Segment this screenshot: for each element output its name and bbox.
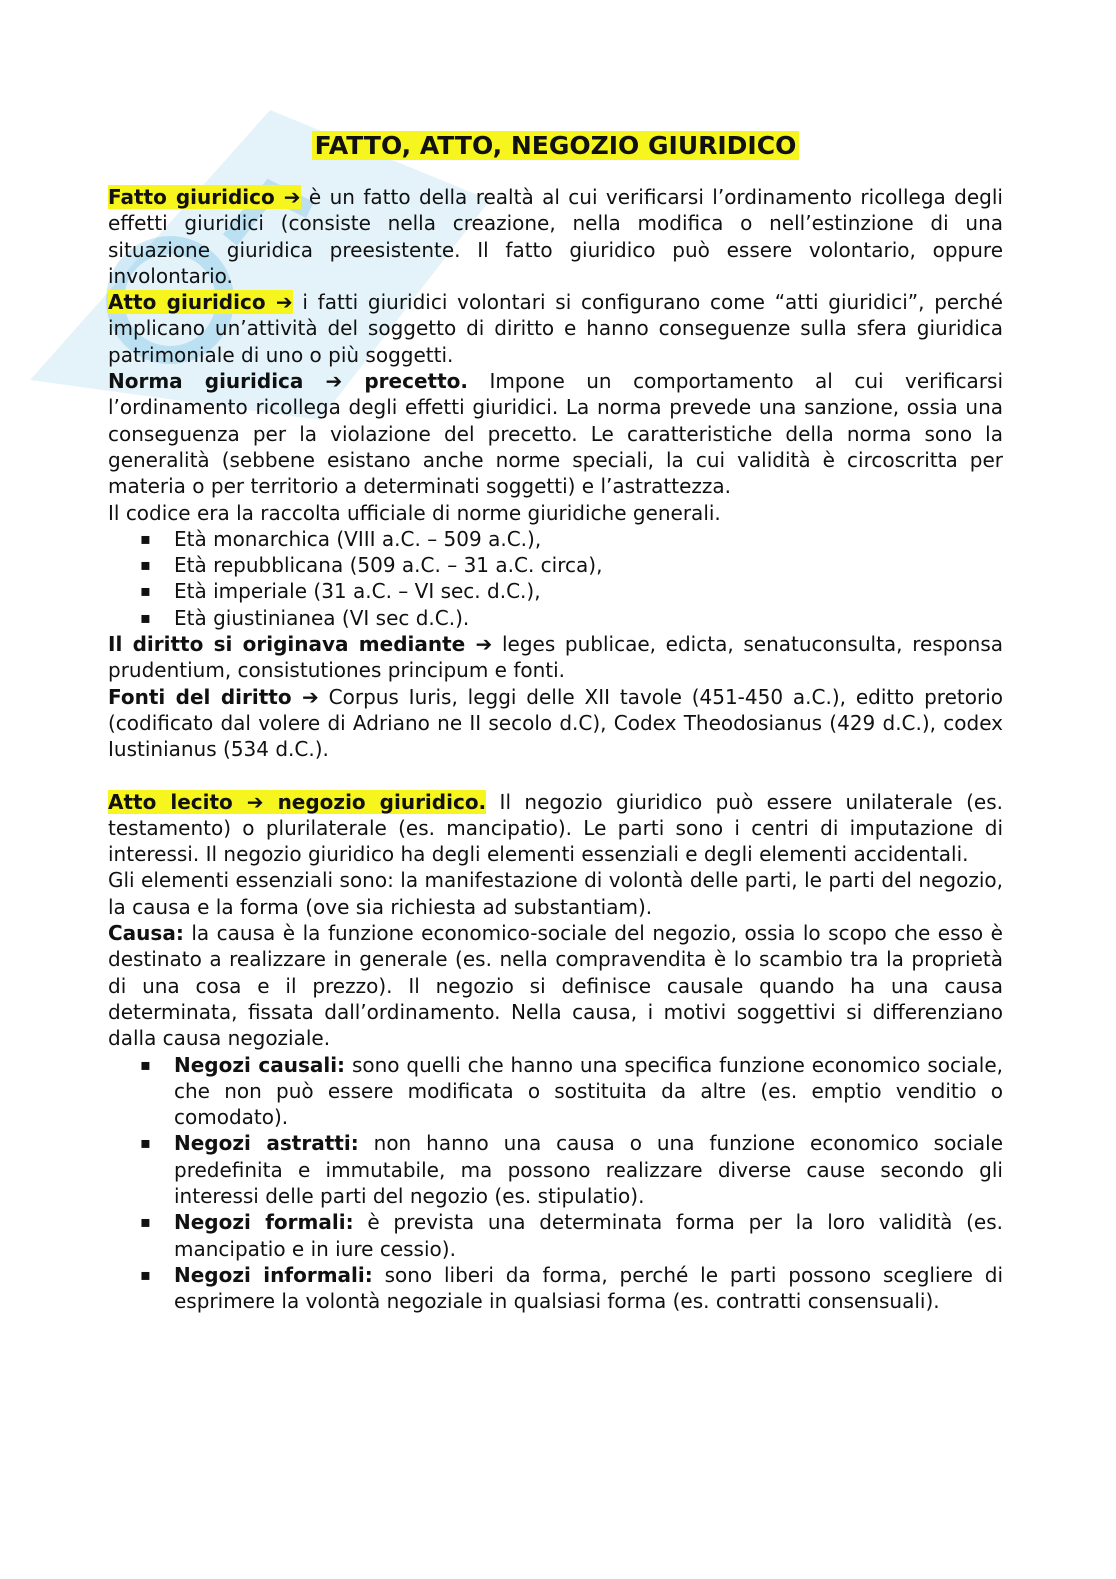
arrow-icon: ➔ <box>275 290 293 315</box>
arrow-icon: ➔ <box>325 369 343 394</box>
arrow-icon: ➔ <box>246 789 264 814</box>
list-item: ▪ Negozi formali: è prevista una determinata forma per la loro validità (es. mancipatio e in iure cessio). <box>108 1209 1003 1262</box>
negozi-list <box>108 1052 1003 1315</box>
paragraph-causa: Causa: la causa è la funzione economico-sociale del negozio, ossia lo scopo che esso è destinato a realizzare in generale (es. nella compravendita è lo scambio tra la proprietà di una cosa e il prezzo). Il negozio si definisce causale quando ha una causa determinata, fissata dall’ordinamento. Nella causa, i motivi soggettivi si differenziano dalla causa negoziale. <box>108 921 1003 1051</box>
arrow-icon: ➔ <box>475 632 493 657</box>
paragraph-origine-diritto: Il diritto si originava mediante ➔ leges publicae, edicta, senatuconsulta, responsa prudentium, consistutiones principum e fonti. <box>108 632 1004 683</box>
list-item: ▪ Negozi informali: sono liberi da forma, perché le parti possono scegliere di esprimere la volontà negoziale in qualsiasi forma (es. contratti consensuali). <box>108 1262 1003 1315</box>
paragraph-atto-giuridico: Atto giuridico ➔ i fatti giuridici volontari si configurano come “atti giuridici”, perché implicano un’attività del soggetto di diritto e hanno conseguenze sulla sfera giuridica patrimoniale di uno o più soggetti. <box>108 290 1003 367</box>
paragraph-fonti-diritto: Fonti del diritto ➔ Corpus Iuris, leggi delle XII tavole (451-450 a.C.), editto pretorio (codificato dal volere di Adriano ne II secolo d.C), Codex Theodosianus (429 d.C.), codex Iustinianus (534 d.C.). <box>108 684 1003 762</box>
arrow-icon: ➔ <box>302 684 319 709</box>
list-item: ▪ Età monarchica (VIII a.C. – 509 a.C.), <box>108 526 1003 552</box>
list-item: ▪ Età giustinianea (VI sec d.C.). <box>108 605 1003 631</box>
list-item: ▪ Età imperiale (31 a.C. – VI sec. d.C.), <box>108 578 1003 604</box>
page-title: FATTO, ATTO, NEGOZIO GIURIDICO <box>108 130 1003 162</box>
paragraph-fatto-giuridico: Fatto giuridico ➔ è un fatto della realtà al cui verificarsi l’ordinamento ricollega degli effetti giuridici (consiste nella creazione, nella modifica o nell’estinzione di una situazione giuridica preesistente. Il fatto giuridico può essere volontario, oppure involontario. <box>108 185 1003 288</box>
eras-list <box>108 526 1003 631</box>
paragraph-atto-lecito: Atto lecito ➔ negozio giuridico. Il negozio giuridico può essere unilaterale (es. testamento) o plurilaterale (es. mancipatio). Le parti sono i centri di imputazione di interessi. Il negozio giuridico ha degli elementi essenziali e degli elementi accidentali. <box>108 789 1004 867</box>
list-item: ▪ Negozi astratti: non hanno una causa o una funzione economico sociale predefinita e immutabile, ma possono realizzare diverse cause secondo gli interessi delle parti del negozio (es. stipulatio). <box>108 1130 1003 1209</box>
list-item: ▪ Età repubblicana (509 a.C. – 31 a.C. circa), <box>108 552 1003 578</box>
arrow-icon: ➔ <box>283 185 301 209</box>
paragraph-elementi-essenziali: Gli elementi essenziali sono: la manifestazione di volontà delle parti, le parti del negozio, la causa e la forma (ove sia richiesta ad substantiam). <box>108 868 1003 919</box>
paragraph-norma-giuridica: Norma giuridica ➔ precetto. Impone un comportamento al cui verificarsi l’ordinamento ricollega degli effetti giuridici. La norma prevede una sanzione, ossia una conseguenza per la violazione del precetto. Le caratteristiche della norma sono la generalità (sebbene esistano anche norme speciali, la cui validità è circoscritta per materia o per territorio a determinati soggetti) e l’astrattezza. <box>108 369 1004 499</box>
list-item: ▪ Negozi causali: sono quelli che hanno una specifica funzione economico sociale, che non può essere modificata o sostituita da altre (es. emptio venditio o comodato). <box>108 1052 1003 1131</box>
paragraph-codice: Il codice era la raccolta ufficiale di norme giuridiche generali. <box>108 500 721 525</box>
document-page <box>108 130 1003 1314</box>
